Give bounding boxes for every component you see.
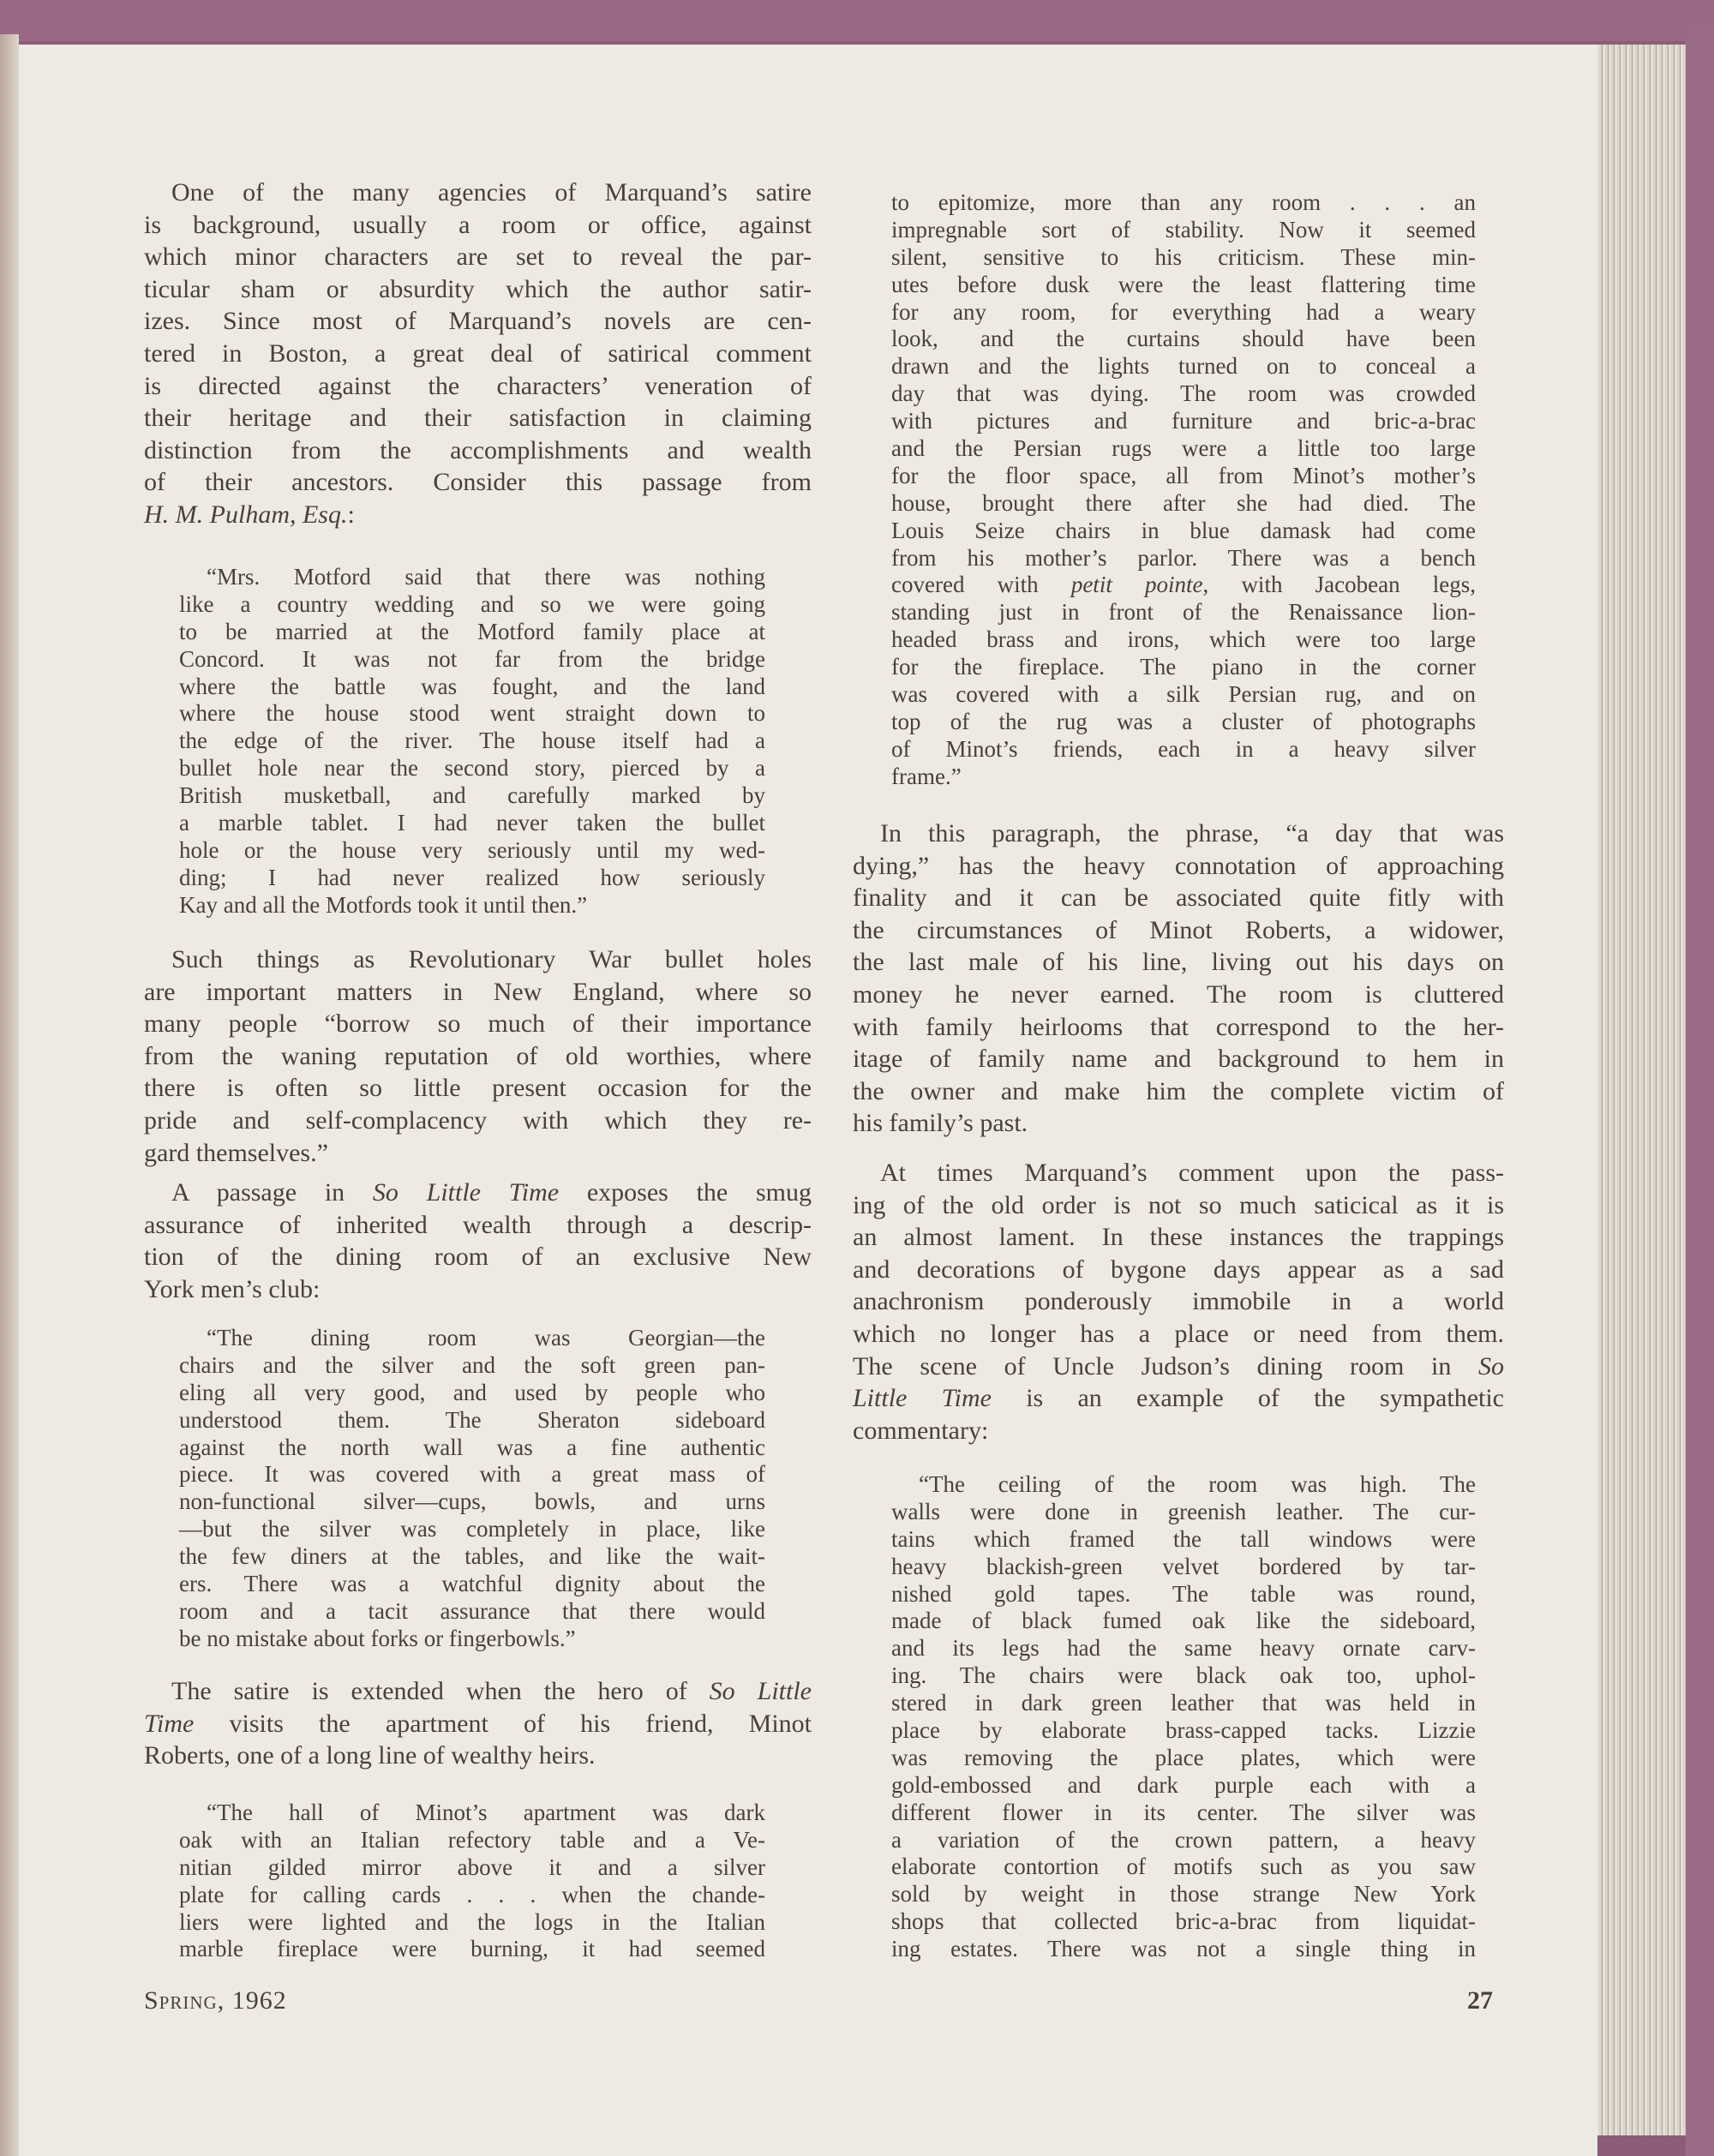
line-text: “The dining room was Georgian—the [207,1325,765,1350]
text-line [144,1137,812,1170]
paragraph [144,177,812,531]
italic-title: H. M. Pulham, Esq. [144,500,348,529]
text-line [891,626,1476,654]
line-text: “Mrs. Motford said that there was nothing [207,564,765,590]
italic-title: So Little [709,1677,812,1705]
line-text: ding; I had never realized how seriously [179,864,765,890]
line-text: covered with [891,572,1071,598]
line-text: his family’s past. [853,1109,1028,1138]
line-text: for the floor space, all from Minot’s mother’s [891,462,1476,488]
line-text: was removing the place plates, which were [891,1744,1476,1770]
block-quote [179,564,765,919]
text-line [891,1499,1476,1526]
text-line [853,882,1504,914]
line-text: bullet hole near the second story, pierced by a [179,755,765,782]
text-line [891,1717,1476,1745]
text-line [891,380,1476,408]
line-text: marble fireplace were burning, it had seemed [179,1936,765,1962]
text-line [179,810,765,837]
line-text: shops that collected bric-a-brac from liquidat- [891,1908,1476,1935]
line-text: plate for calling cards . . . when the chande- [179,1881,765,1907]
paragraph [144,1675,812,1772]
text-line [853,1189,1504,1222]
text-line [891,1745,1476,1772]
text-line [179,1571,765,1598]
text-line [891,1608,1476,1635]
line-text: chairs and the silver and the soft green pan- [179,1351,765,1378]
line-text: Concord. It was not far from the bridge [179,645,765,672]
text-line [891,681,1476,709]
text-line [144,209,812,242]
line-text: money he never earned. The room is cluttered [853,979,1504,1009]
line-text: eling all very good, and used by people who [179,1379,765,1405]
text-line [853,1011,1504,1044]
text-line [853,1157,1504,1189]
text-line [891,1581,1476,1608]
line-text: a variation of the crown pattern, a heavy [891,1826,1476,1853]
line-text: to be married at the Motford family place at [179,618,765,644]
line-text: nished gold tapes. The table was round, [891,1580,1476,1607]
text-line [144,370,812,403]
line-text: pride and self-complacency with which they re- [144,1105,812,1135]
text-line [891,736,1476,764]
line-text: gard themselves.” [144,1138,328,1167]
line-text: for any room, for everything had a weary [891,298,1476,325]
text-line [891,326,1476,353]
text-line [891,1936,1476,1963]
text-line [891,1662,1476,1690]
line-text: “The ceiling of the room was high. The [919,1471,1476,1497]
line-text: place by elaborate brass-capped tacks. Lizzie [891,1717,1476,1744]
line-text: anachronism ponderously immobile in a world [853,1287,1504,1316]
text-line [891,244,1476,272]
line-text: oak with an Italian refectory table and a Ve- [179,1826,765,1853]
line-text: with family heirlooms that correspond to the her- [853,1012,1504,1041]
text-line [144,1040,812,1073]
line-text: frame.” [891,763,962,789]
text-line [179,1407,765,1434]
line-text: their heritage and their satisfaction in claiming [144,404,812,433]
line-text: house, brought there after she had died. The [891,489,1476,516]
text-line [853,1221,1504,1254]
line-text: commentary: [853,1416,989,1445]
line-text: top of the rug was a cluster of photographs [891,708,1476,734]
line-text: understood them. The Sheraton sideboard [179,1406,765,1433]
line-text: impregnable sort of stability. Now it seemed [891,216,1476,243]
text-line [891,518,1476,545]
line-text: stered in dark green leather that was held in [891,1690,1476,1716]
line-text: dying,” has the heavy connotation of approaching [853,851,1504,880]
text-line [853,1285,1504,1318]
text-line [144,466,812,499]
text-line [891,1908,1476,1936]
text-line [891,1772,1476,1800]
line-text: headed brass and irons, which were too large [891,626,1476,653]
line-text: heavy blackish-green velvet bordered by tar- [891,1553,1476,1579]
line-text: hole or the house very seriously until my wed- [179,836,765,863]
text-line [179,1598,765,1626]
page-number: 27 [1467,1986,1493,2015]
line-text: tion of the dining room of an exclusive New [144,1243,812,1272]
text-line [179,728,765,755]
line-text: : [347,500,355,529]
text-line [179,1380,765,1407]
text-line [144,434,812,467]
text-line [179,892,765,919]
text-line [179,1352,765,1380]
line-text: ing. The chairs were black oak too, uphol- [891,1662,1476,1689]
text-line [179,1543,765,1571]
line-text: with pictures and furniture and bric-a-brac [891,408,1476,434]
text-line [144,1273,812,1306]
text-line [144,177,812,209]
line-text: Kay and all the Motfords took it until then.” [179,891,588,918]
line-text: piece. It was covered with a great mass of [179,1461,765,1488]
line-text: liers were lighted and the logs in the Italian [179,1908,765,1935]
line-text: A passage in [171,1178,373,1207]
line-text: be no mistake about forks or fingerbowls.” [179,1625,576,1651]
italic-title: petit pointe [1070,572,1203,598]
text-line [144,976,812,1009]
line-text: a marble tablet. I had never taken the bullet [179,810,765,836]
line-text: Louis Seize chairs in blue damask had come [891,517,1476,543]
text-line [891,217,1476,244]
text-line [179,837,765,865]
line-text: Roberts, one of a long line of wealthy heirs. [144,1741,596,1770]
text-line [179,1516,765,1543]
text-line [891,1526,1476,1554]
line-text: to epitomize, more than any room . . . an [891,189,1476,215]
line-text: The scene of Uncle Judson’s dining room in [853,1351,1478,1380]
text-line [144,305,812,338]
line-text: assurance of inherited wealth through a descrip- [144,1210,812,1239]
text-line [891,1471,1476,1499]
text-line [891,1635,1476,1662]
line-text: nitian gilded mirror above it and a silver [179,1854,765,1880]
italic-title: Time [144,1709,195,1738]
line-text: is directed against the characters’ veneration of [144,371,812,400]
text-line [144,1008,812,1040]
line-text: York men’s club: [144,1274,321,1303]
line-text: drawn and the lights turned on to conceal a [891,353,1476,380]
line-text: where the house stood went straight down to [179,700,765,727]
page-edges [1587,45,1686,2135]
text-line [853,1043,1504,1075]
text-line [144,1177,812,1209]
line-text: walls were done in greenish leather. The cur- [891,1498,1476,1524]
line-text: is background, usually a room or office, against [144,210,812,239]
text-line [891,599,1476,626]
text-line [853,914,1504,947]
line-text: ing of the old order is not so much saticical as it is [853,1190,1504,1219]
line-text: ticular sham or absurdity which the author satir- [144,274,812,303]
text-line [891,1554,1476,1581]
paragraph [144,1177,812,1305]
text-line [179,1434,765,1462]
line-text: At times Marquand’s comment upon the pass- [880,1159,1504,1187]
text-line [891,654,1476,681]
line-text: and the Persian rugs were a little too large [891,435,1476,462]
line-text: Such things as Revolutionary War bullet holes [171,945,812,973]
text-line [891,272,1476,299]
text-line [179,1626,765,1653]
text-line [144,338,812,370]
line-text: , with Jacobean legs, [1202,572,1476,598]
text-line [179,674,765,701]
line-text: itage of family name and background to hem in [853,1045,1504,1074]
line-text: elaborate contortion of motifs such as you saw [891,1854,1476,1880]
text-line [853,850,1504,883]
line-text: tains which framed the tall windows were [891,1525,1476,1552]
book-cover-top [0,0,1714,41]
text-line [891,1800,1476,1827]
book-cover-right [1686,26,1714,2156]
line-text: was covered with a silk Persian rug, and on [891,681,1476,708]
text-line [179,755,765,782]
text-line [891,299,1476,326]
paragraph [144,943,812,1169]
line-text: British musketball, and carefully marked by [179,782,765,809]
line-text: finality and it can be associated quite fitly with [853,883,1504,913]
block-quote [891,189,1476,791]
text-line [891,189,1476,217]
text-line [179,865,765,892]
binding-gutter [0,34,19,2156]
text-line [179,564,765,591]
line-text: —but the silver was completely in place, like [179,1516,765,1542]
line-text: exposes the smug [559,1178,812,1207]
text-line [179,1800,765,1827]
text-line [891,408,1476,435]
text-line [179,1325,765,1352]
text-line [853,1350,1504,1383]
footer-issue: Spring, 1962 [144,1986,287,2015]
text-line [144,402,812,434]
text-line [144,1740,812,1772]
line-text: are important matters in New England, where so [144,977,812,1006]
line-text: the few diners at the tables, and like the wait- [179,1543,765,1570]
line-text: distinction from the accomplishments and wealth [144,435,812,464]
line-text: gold-embossed and dark purple each with a [891,1771,1476,1798]
line-text: and decorations of bygone days appear as a sad [853,1255,1504,1284]
line-text: which no longer has a place or need from them. [853,1319,1504,1348]
text-line [853,1318,1504,1350]
text-line [144,943,812,976]
text-line [144,499,812,531]
text-line [891,709,1476,736]
text-line [179,591,765,619]
text-line [891,1881,1476,1908]
text-line [891,463,1476,490]
text-line [853,1075,1504,1108]
block-quote [891,1471,1476,1963]
text-line [179,1461,765,1488]
line-text: room and a tacit assurance that there would [179,1597,765,1624]
line-text: for the fireplace. The piano in the corner [891,654,1476,680]
line-text: utes before dusk were the least flattering time [891,271,1476,297]
text-line [179,1909,765,1937]
text-line [179,1488,765,1516]
line-text: against the north wall was a fine authentic [179,1434,765,1460]
paragraph [853,817,1504,1140]
line-text: “The hall of Minot’s apartment was dark [207,1800,765,1825]
text-line [891,490,1476,518]
line-text: standing just in front of the Renaissance lion- [891,599,1476,626]
line-text: the circumstances of Minot Roberts, a widower, [853,915,1504,944]
italic-title: So Little Time [372,1178,560,1207]
text-line [144,273,812,306]
line-text: where the battle was fought, and the land [179,673,765,699]
line-text: is an example of the sympathetic [991,1384,1504,1413]
line-text: an almost lament. In these instances the trappings [853,1223,1504,1252]
text-line [853,1107,1504,1140]
line-text: tered in Boston, a great deal of satirical comment [144,338,812,368]
line-text: from the waning reputation of old worthies, where [144,1041,812,1070]
line-text: izes. Since most of Marquand’s novels are cen- [144,307,812,336]
text-line [853,1254,1504,1286]
line-text: the owner and make him the complete victim of [853,1076,1504,1105]
line-text: different flower in its center. The silver was [891,1799,1476,1825]
line-text: there is often so little present occasion for the [144,1074,812,1103]
line-text: ers. There was a watchful dignity about the [179,1571,765,1597]
text-line [891,435,1476,463]
text-line [179,782,765,810]
line-text: ing estates. There was not a single thing in [891,1936,1476,1962]
text-line [144,1708,812,1740]
text-line [853,817,1504,850]
text-line [891,764,1476,791]
line-text: In this paragraph, the phrase, “a day that was [880,819,1504,847]
line-text: One of the many agencies of Marquand’s satire [171,178,812,207]
text-line [179,1827,765,1854]
line-text: and its legs had the same heavy ornate carv- [891,1635,1476,1662]
text-line [179,700,765,728]
text-line [891,545,1476,572]
line-text: silent, sensitive to his criticism. These min- [891,243,1476,270]
line-text: non-functional silver—cups, bowls, and urns [179,1488,765,1515]
text-line [144,1675,812,1708]
text-line [179,619,765,646]
text-line [891,1690,1476,1717]
paragraph [853,1157,1504,1446]
text-line [891,1854,1476,1881]
text-line [179,1936,765,1963]
line-text: many people “borrow so much of their importance [144,1009,812,1039]
text-line [853,1415,1504,1447]
line-text: of Minot’s friends, each in a heavy silver [891,735,1476,762]
line-text: from his mother’s parlor. There was a bench [891,544,1476,571]
text-line [144,1105,812,1137]
block-quote [179,1800,765,1963]
text-line [891,1827,1476,1854]
text-line [853,1382,1504,1415]
block-quote [179,1325,765,1653]
text-line [853,946,1504,979]
line-text: look, and the curtains should have been [891,326,1476,352]
line-text: of their ancestors. Consider this passage from [144,468,812,497]
text-line [144,241,812,273]
line-text: which minor characters are set to reveal the par- [144,243,812,272]
italic-title: Little Time [853,1384,992,1413]
text-line [144,1072,812,1105]
text-line [144,1209,812,1242]
text-line [891,353,1476,380]
line-text: like a country wedding and so we were going [179,590,765,617]
text-line [179,1854,765,1882]
text-line [179,1882,765,1909]
text-line [891,572,1476,599]
line-text: made of black fumed oak like the sideboard, [891,1608,1476,1634]
text-line [853,979,1504,1011]
line-text: sold by weight in those strange New York [891,1881,1476,1907]
line-text: visits the apartment of his friend, Minot [194,1709,812,1738]
line-text: the last male of his line, living out his days on [853,948,1504,977]
text-line [179,646,765,674]
line-text: The satire is extended when the hero of [171,1677,710,1705]
line-text: the edge of the river. The house itself had a [179,728,765,754]
text-line [144,1241,812,1273]
italic-title: So [1478,1351,1504,1380]
line-text: day that was dying. The room was crowded [891,380,1476,407]
